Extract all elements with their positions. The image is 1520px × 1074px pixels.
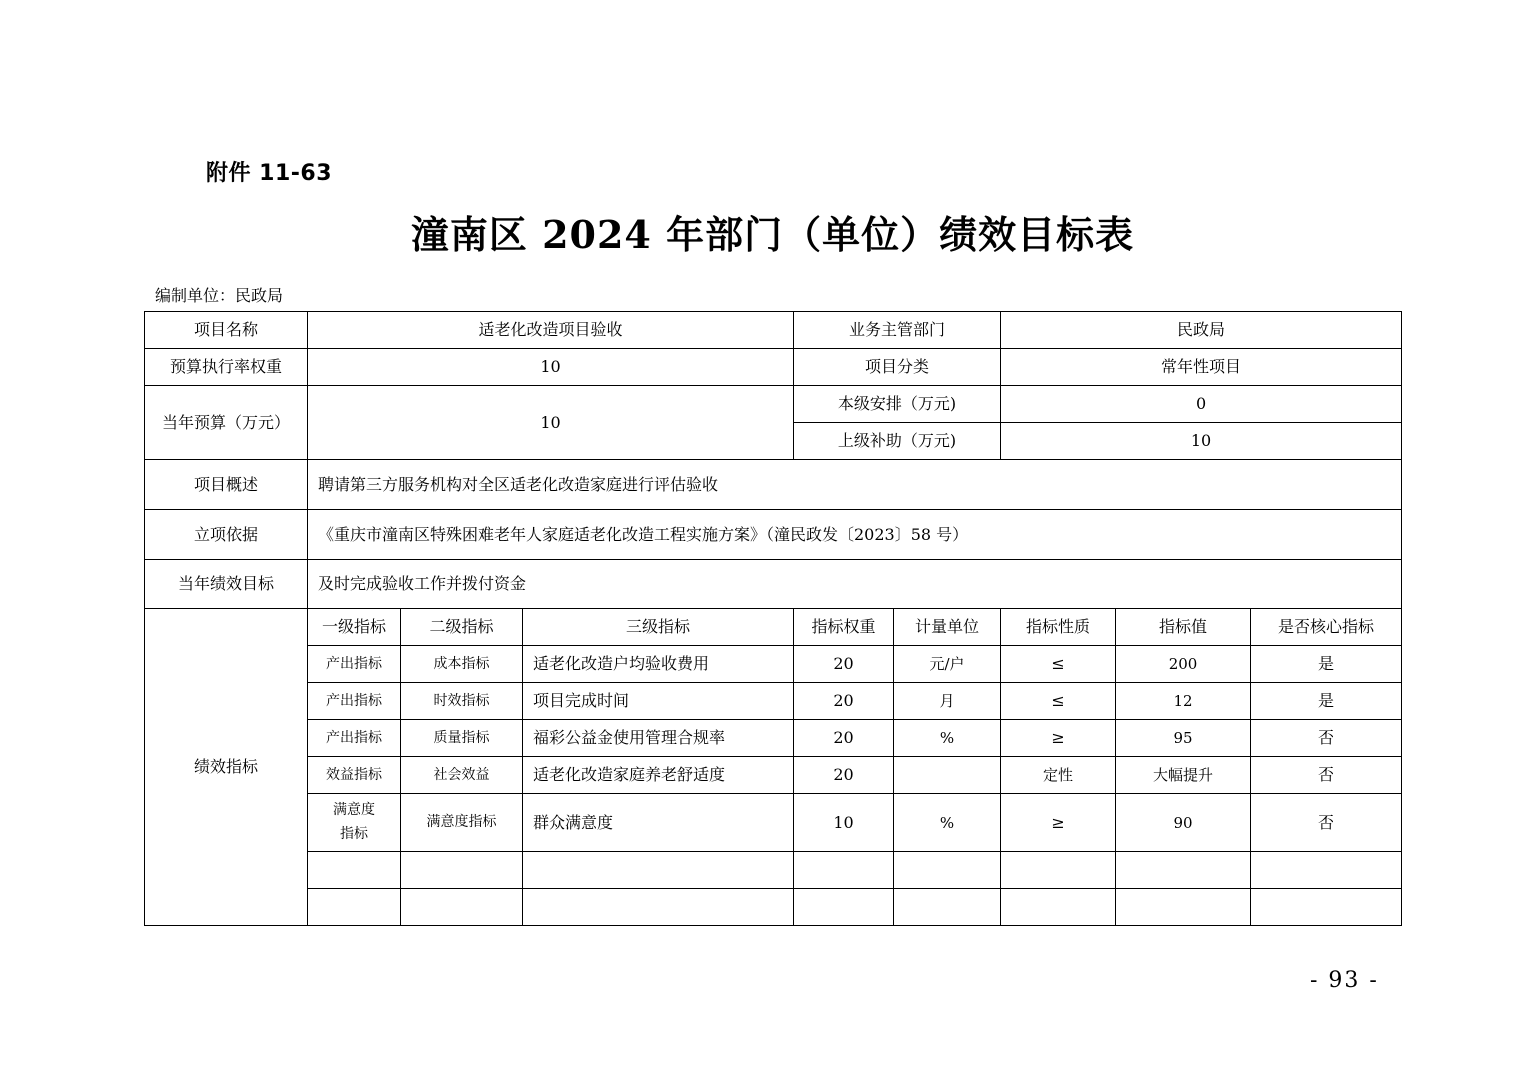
header-nature: 指标性质 xyxy=(1001,609,1116,646)
nature-cell: 定性 xyxy=(1001,757,1116,794)
unit-cell xyxy=(894,757,1001,794)
goal-label: 当年绩效目标 xyxy=(145,560,308,609)
compiling-unit: 编制单位：民政局 xyxy=(155,286,284,305)
exec-weight-value: 10 xyxy=(308,349,794,386)
header-value: 指标值 xyxy=(1116,609,1251,646)
value-cell: 12 xyxy=(1116,683,1251,720)
row-budget xyxy=(145,386,1402,423)
level2-cell: 社会效益 xyxy=(401,757,523,794)
weight-cell: 20 xyxy=(794,720,894,757)
indicator-header-row xyxy=(145,609,1402,646)
empty-cell xyxy=(401,852,523,889)
category-value: 常年性项目 xyxy=(1001,349,1402,386)
budget-label: 当年预算（万元） xyxy=(145,386,308,460)
weight-cell: 20 xyxy=(794,757,894,794)
core-cell: 是 xyxy=(1251,646,1402,683)
upper-value: 10 xyxy=(1001,423,1402,460)
empty-cell xyxy=(1001,852,1116,889)
local-value: 0 xyxy=(1001,386,1402,423)
overview-label: 项目概述 xyxy=(145,460,308,510)
goal-value: 及时完成验收工作并拨付资金 xyxy=(308,560,1402,609)
nature-cell: ≤ xyxy=(1001,683,1116,720)
table-row xyxy=(145,720,1402,757)
empty-row xyxy=(145,852,1402,889)
performance-target-table xyxy=(144,311,1402,926)
empty-cell xyxy=(523,852,794,889)
value-cell: 200 xyxy=(1116,646,1251,683)
basis-value: 《重庆市潼南区特殊困难老年人家庭适老化改造工程实施方案》（潼民政发〔2023〕58 号） xyxy=(308,510,1402,560)
level3-cell: 项目完成时间 xyxy=(523,683,794,720)
value-cell: 大幅提升 xyxy=(1116,757,1251,794)
page-number: - 93 - xyxy=(1310,968,1379,993)
value-cell: 95 xyxy=(1116,720,1251,757)
level1-cell xyxy=(308,794,401,852)
empty-cell xyxy=(794,852,894,889)
level1-line1: 满意度 xyxy=(333,801,375,818)
unit-cell: % xyxy=(894,794,1001,852)
weight-cell: 20 xyxy=(794,646,894,683)
category-label: 项目分类 xyxy=(794,349,1001,386)
table-row xyxy=(145,646,1402,683)
empty-cell xyxy=(401,889,523,926)
dept-value: 民政局 xyxy=(1001,312,1402,349)
project-name-label: 项目名称 xyxy=(145,312,308,349)
level3-cell: 适老化改造户均验收费用 xyxy=(523,646,794,683)
value-cell: 90 xyxy=(1116,794,1251,852)
weight-cell: 10 xyxy=(794,794,894,852)
empty-cell xyxy=(308,852,401,889)
row-overview xyxy=(145,460,1402,510)
header-level1: 一级指标 xyxy=(308,609,401,646)
level1-cell: 产出指标 xyxy=(308,720,401,757)
project-name-value: 适老化改造项目验收 xyxy=(308,312,794,349)
empty-cell xyxy=(1001,889,1116,926)
empty-cell xyxy=(794,889,894,926)
empty-cell xyxy=(523,889,794,926)
nature-cell: ≤ xyxy=(1001,646,1116,683)
empty-cell xyxy=(308,889,401,926)
header-level3: 三级指标 xyxy=(523,609,794,646)
table-row xyxy=(145,683,1402,720)
empty-cell xyxy=(1116,852,1251,889)
level2-cell: 成本指标 xyxy=(401,646,523,683)
nature-cell: ≥ xyxy=(1001,794,1116,852)
empty-row xyxy=(145,889,1402,926)
indicators-section-label: 绩效指标 xyxy=(145,609,308,926)
level1-cell: 效益指标 xyxy=(308,757,401,794)
core-cell: 否 xyxy=(1251,794,1402,852)
local-label: 本级安排（万元) xyxy=(794,386,1001,423)
level3-cell: 群众满意度 xyxy=(523,794,794,852)
empty-cell xyxy=(1251,889,1402,926)
level2-cell: 质量指标 xyxy=(401,720,523,757)
empty-cell xyxy=(894,852,1001,889)
empty-cell xyxy=(894,889,1001,926)
level2-cell: 满意度指标 xyxy=(401,794,523,852)
upper-label: 上级补助（万元) xyxy=(794,423,1001,460)
row-basis xyxy=(145,510,1402,560)
level1-cell: 产出指标 xyxy=(308,683,401,720)
table-row xyxy=(145,794,1402,852)
dept-label: 业务主管部门 xyxy=(794,312,1001,349)
attachment-label: 附件 11-63 xyxy=(206,161,333,186)
level2-cell: 时效指标 xyxy=(401,683,523,720)
level1-cell: 产出指标 xyxy=(308,646,401,683)
header-core: 是否核心指标 xyxy=(1251,609,1402,646)
level1-line2: 指标 xyxy=(340,825,368,842)
unit-cell: 月 xyxy=(894,683,1001,720)
empty-cell xyxy=(1116,889,1251,926)
nature-cell: ≥ xyxy=(1001,720,1116,757)
header-level2: 二级指标 xyxy=(401,609,523,646)
core-cell: 否 xyxy=(1251,720,1402,757)
level3-cell: 适老化改造家庭养老舒适度 xyxy=(523,757,794,794)
empty-cell xyxy=(1251,852,1402,889)
overview-value: 聘请第三方服务机构对全区适老化改造家庭进行评估验收 xyxy=(308,460,1402,510)
basis-label: 立项依据 xyxy=(145,510,308,560)
page-title: 潼南区 2024 年部门（单位）绩效目标表 xyxy=(410,212,1135,257)
core-cell: 是 xyxy=(1251,683,1402,720)
unit-cell: 元/户 xyxy=(894,646,1001,683)
exec-weight-label: 预算执行率权重 xyxy=(145,349,308,386)
level3-cell: 福彩公益金使用管理合规率 xyxy=(523,720,794,757)
unit-cell: % xyxy=(894,720,1001,757)
header-unit: 计量单位 xyxy=(894,609,1001,646)
row-goal xyxy=(145,560,1402,609)
budget-value: 10 xyxy=(308,386,794,460)
weight-cell: 20 xyxy=(794,683,894,720)
row-project-name xyxy=(145,312,1402,349)
table-row xyxy=(145,757,1402,794)
header-weight: 指标权重 xyxy=(794,609,894,646)
row-exec-weight xyxy=(145,349,1402,386)
core-cell: 否 xyxy=(1251,757,1402,794)
